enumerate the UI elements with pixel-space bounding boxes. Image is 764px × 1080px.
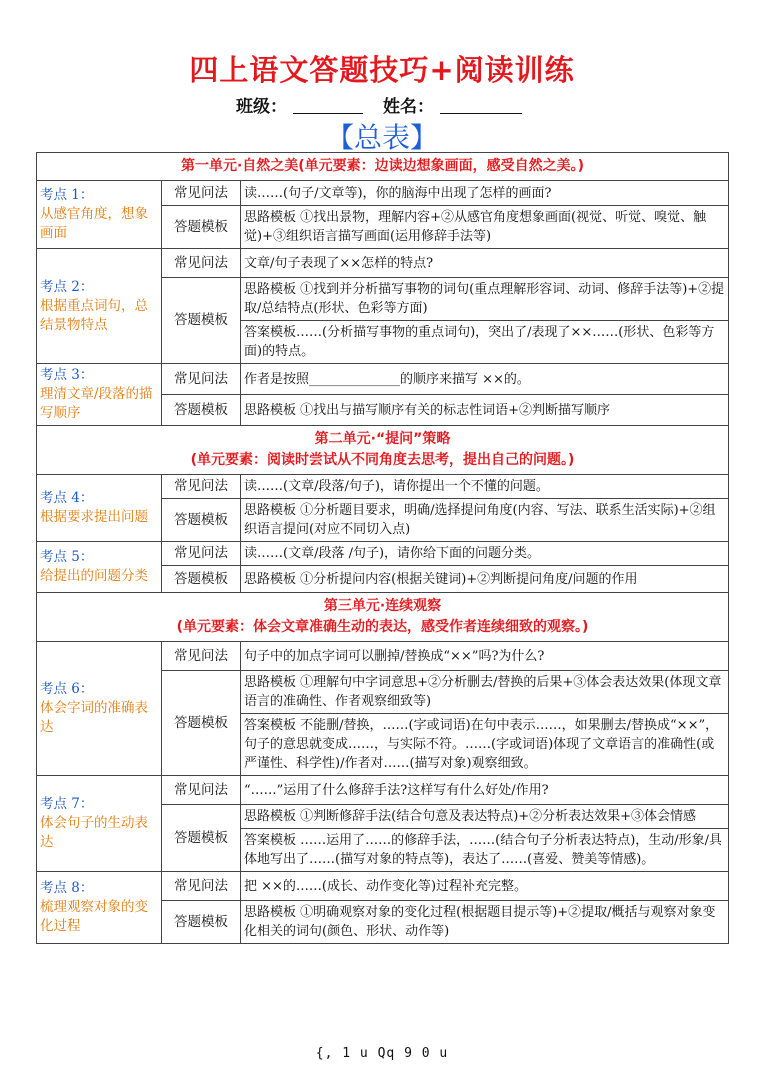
exam-point: 考点 4： 根据要求提出问题	[37, 475, 162, 542]
table-row	[37, 776, 729, 805]
unit-heading: 第三单元·连续观察 (单元要素：体会文章准确生动的表达，感受作者连续细致的观察。)	[37, 593, 729, 642]
row-text: 思路模板 ①找出与描写顺序有关的标志性词语+②判断描写顺序	[241, 395, 729, 426]
row-type: 答题模板	[162, 395, 241, 426]
row-type: 答题模板	[162, 499, 241, 542]
row-type: 常见问法	[162, 642, 241, 671]
row-text: 思路模板 ①明确观察对象的变化过程(根据题目提示等)+②提取/概括与观察对象变化相关的词句(颜色、形状、动作等)	[241, 901, 729, 944]
row-text: “……”运用了什么修辞手法?这样写有什么好处/作用?	[241, 776, 729, 805]
row-type: 答题模板	[162, 278, 241, 364]
row-text: 答案模板……(分析描写事物的重点词句)，突出了/表现了××……(形状、色彩等方面)的特点。	[241, 321, 729, 364]
page-title: 四上语文答题技巧+阅读训练	[189, 53, 575, 87]
unit-heading: 第二单元·“提问”策略 (单元要素：阅读时尝试从不同角度去思考，提出自己的问题。)	[37, 426, 729, 475]
exam-point: 考点 3： 理清文章/段落的描写顺序	[37, 364, 162, 426]
row-text: 读……(文章/段落 /句子)，请你给下面的问题分类。	[241, 542, 729, 566]
row-text: 读……(句子/文章等)，你的脑海中出现了怎样的画面?	[241, 181, 729, 206]
table-row	[37, 249, 729, 278]
name-blank[interactable]	[440, 99, 522, 114]
section-title: 【总表】	[325, 121, 438, 154]
unit-heading-row	[37, 153, 729, 181]
table-row	[37, 872, 729, 901]
row-type: 答题模板	[162, 901, 241, 944]
table-row	[37, 364, 729, 395]
class-blank[interactable]	[293, 99, 363, 114]
exam-point: 考点 8： 梳理观察对象的变化过程	[37, 872, 162, 944]
unit-heading: 第一单元·自然之美(单元要素：边读边想象画面，感受自然之美。)	[37, 153, 729, 181]
row-text: 思路模板 ①找到并分析描写事物的词句(重点理解形容词、动词、修辞手法等)+②提取/总结特点(形状、色彩等方面)	[241, 278, 729, 321]
row-type: 常见问法	[162, 872, 241, 901]
row-text: 句子中的加点字词可以删掉/替换成“××”吗?为什么?	[241, 642, 729, 671]
row-text: 答案模板 不能删/替换，……(字或词语)在句中表示……，如果删去/替换成“××”，句子的意思就变成……，与实际不符。……(字或词语)体现了文章语言的准确性(或严谨性、科学性)/作者对……(描写对象)观察细致。	[241, 714, 729, 776]
row-text: 把 ××的……(成长、动作变化等)过程补充完整。	[241, 872, 729, 901]
unit-heading-row	[37, 593, 729, 642]
table-row	[37, 181, 729, 206]
table-row	[37, 542, 729, 566]
row-text: 思路模板 ①找出景物，理解内容+②从感官角度想象画面(视觉、听觉、嗅觉、触觉)+③组织语言描写画面(运用修辞手法等)	[241, 206, 729, 249]
row-type: 答题模板	[162, 671, 241, 776]
row-type: 答题模板	[162, 206, 241, 249]
exam-point: 考点 5： 给提出的问题分类	[37, 542, 162, 593]
row-type: 常见问法	[162, 181, 241, 206]
row-type: 答题模板	[162, 566, 241, 593]
row-text: 思路模板 ①理解句中字词意思+②分析删去/替换的后果+③体会表达效果(体现文章语言的准确性、作者观察细致等)	[241, 671, 729, 714]
table-row	[37, 642, 729, 671]
row-type: 答题模板	[162, 805, 241, 872]
row-text: 思路模板 ①分析提问内容(根据关键词)+②判断提问角度/问题的作用	[241, 566, 729, 593]
row-type: 常见问法	[162, 249, 241, 278]
summary-table	[36, 152, 729, 944]
row-type: 常见问法	[162, 364, 241, 395]
exam-point: 考点 6： 体会字词的准确表达	[37, 642, 162, 776]
row-text: 文章/句子表现了××怎样的特点?	[241, 249, 729, 278]
row-text: 思路模板 ①判断修辞手法(结合句意及表达特点)+②分析表达效果+③体会情感	[241, 805, 729, 829]
exam-point: 考点 1： 从感官角度，想象画面	[37, 181, 162, 249]
exam-point: 考点 2： 根据重点词句，总结景物特点	[37, 249, 162, 364]
class-label: 班级：	[236, 97, 288, 117]
row-text: 读……(文章/段落/句子)，请你提出一个不懂的问题。	[241, 475, 729, 499]
row-type: 常见问法	[162, 542, 241, 566]
unit-heading-row	[37, 426, 729, 475]
row-text: 作者是按照______________的顺序来描写 ××的。	[241, 364, 729, 395]
row-text: 答案模板 ……运用了……的修辞手法，……(结合句子分析表达特点)，生动/形象/具体地写出了……(描写对象的特点等)，表达了……(喜爱、赞美等情感)。	[241, 829, 729, 872]
table-row	[37, 475, 729, 499]
row-text: 思路模板 ①分析题目要求，明确/选择提问角度(内容、写法、联系生活实际)+②组织语言提问(对应不同切入点)	[241, 499, 729, 542]
class-name-line	[0, 92, 764, 117]
exam-point: 考点 7： 体会句子的生动表达	[37, 776, 162, 872]
row-type: 常见问法	[162, 776, 241, 805]
name-label: 姓名：	[382, 97, 434, 117]
row-type: 常见问法	[162, 475, 241, 499]
page-footer: {, 1 u Qq 9 0 u	[315, 1046, 449, 1061]
